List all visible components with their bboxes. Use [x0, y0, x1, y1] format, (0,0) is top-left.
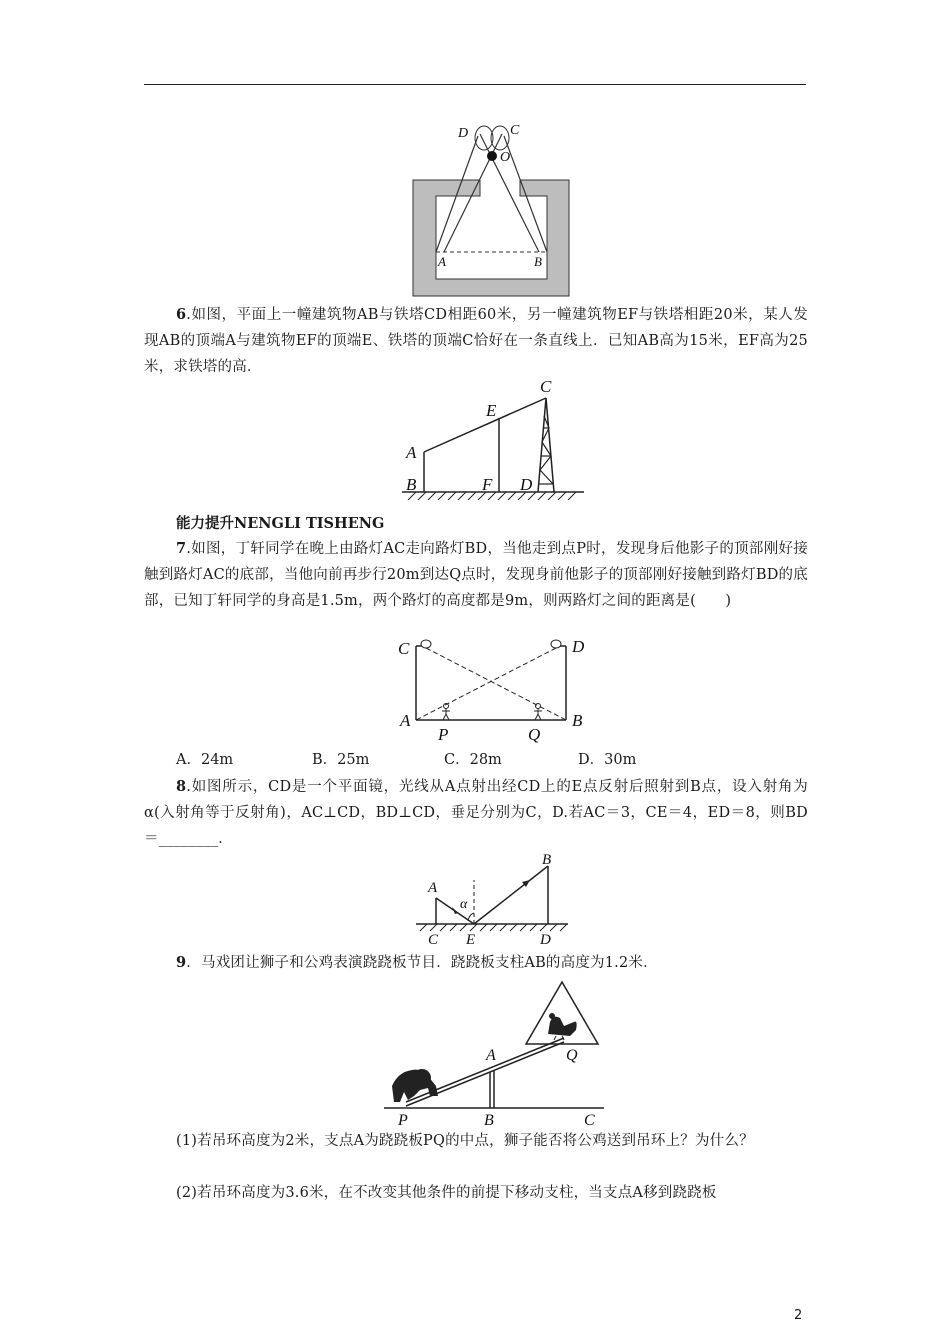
question-9 [144, 950, 808, 976]
question-7 [144, 536, 808, 614]
q6-label-F: F [482, 475, 493, 494]
q7-option-a: A．24m [176, 752, 234, 768]
q9-label-C: C [584, 1112, 595, 1128]
question-8-text: .如图所示，CD是一个平面镜，光线从A点射出经CD上的E点反射后照射到B点，设入射角为α(入射角等于反射角)，AC⊥CD，BD⊥CD，垂足分别为C，D.若AC＝3，CE＝4，ED＝8，则BD＝________． [144, 779, 808, 847]
label-C: C [510, 123, 520, 138]
q6-label-E: E [486, 401, 497, 420]
header-rule [144, 84, 806, 85]
q9-label-P: P [398, 1112, 408, 1128]
label-A: A [438, 254, 446, 269]
question-9-part-2: (2)若吊环高度为3.6米，在不改变其他条件的前提下移动支柱，当支点A移到跷跷板 [176, 1185, 717, 1201]
q7-option-b: B．25m [312, 752, 370, 768]
q9-label-A: A [486, 1047, 496, 1064]
q9-label-Q: Q [566, 1047, 578, 1064]
question-6 [144, 302, 808, 380]
q7-label-C: C [398, 639, 410, 658]
question-9-part-1: (1)若吊环高度为2米，支点A为跷跷板PQ的中点，狮子能否将公鸡送到吊环上？为什么？ [176, 1133, 754, 1149]
q7-label-D: D [572, 637, 585, 656]
figure-q5 [410, 118, 572, 298]
question-8-number: 8 [176, 778, 187, 795]
q7-label-P: P [438, 725, 449, 744]
q8-label-E: E [466, 932, 476, 948]
q7-label-Q: Q [528, 725, 541, 744]
q6-label-D: D [520, 475, 533, 494]
page-number: 2 [794, 1308, 803, 1323]
label-B: B [534, 254, 542, 269]
question-7-text: .如图，丁轩同学在晚上由路灯AC走向路灯BD，当他走到点P时，发现身后他影子的顶部刚好接触到路灯AC的底部，当他向前再步行20m到达Q点时，发现身前他影子的顶部刚好接触到路灯BD的底部，已知丁轩同学的身高是1.5m，两个路灯的高度都是9m，则两路灯之间的距离是( ) [144, 541, 808, 609]
question-9-number: 9 [176, 954, 187, 971]
q6-label-A: A [406, 443, 417, 462]
section-heading: 能力提升NENGLI TISHENG [176, 515, 385, 532]
figure-q8 [412, 852, 572, 948]
q8-label-alpha: α [460, 897, 468, 912]
question-6-number: 6 [176, 306, 187, 323]
figure-q9 [378, 978, 610, 1128]
question-8 [144, 774, 808, 852]
q7-option-d: D．30m [578, 752, 637, 768]
q8-label-D: D [540, 932, 551, 948]
q9-label-B: B [484, 1112, 494, 1128]
label-O: O [500, 150, 511, 165]
q8-label-C: C [428, 932, 439, 948]
figure-q7 [394, 632, 594, 744]
q6-label-C: C [540, 377, 552, 396]
label-D: D [458, 126, 469, 141]
q8-label-B: B [542, 852, 552, 868]
question-9-text: ．马戏团让狮子和公鸡表演跷跷板节目．跷跷板支柱AB的高度为1.2米． [186, 955, 658, 971]
question-6-text: .如图，平面上一幢建筑物AB与铁塔CD相距60米，另一幢建筑物EF与铁塔相距20米，某人发现AB的顶端A与建筑物EF的顶端E、铁塔的顶端C恰好在一条直线上．已知AB高为15米，EF高为25米，求铁塔的高． [144, 307, 808, 375]
q7-label-A: A [400, 711, 411, 730]
q8-label-A: A [428, 880, 438, 896]
figure-q6 [398, 372, 588, 500]
q7-label-B: B [572, 711, 583, 730]
q7-options [176, 748, 776, 774]
q7-option-c: C．28m [444, 752, 502, 768]
question-7-number: 7 [176, 540, 187, 557]
q6-label-B: B [406, 475, 417, 494]
